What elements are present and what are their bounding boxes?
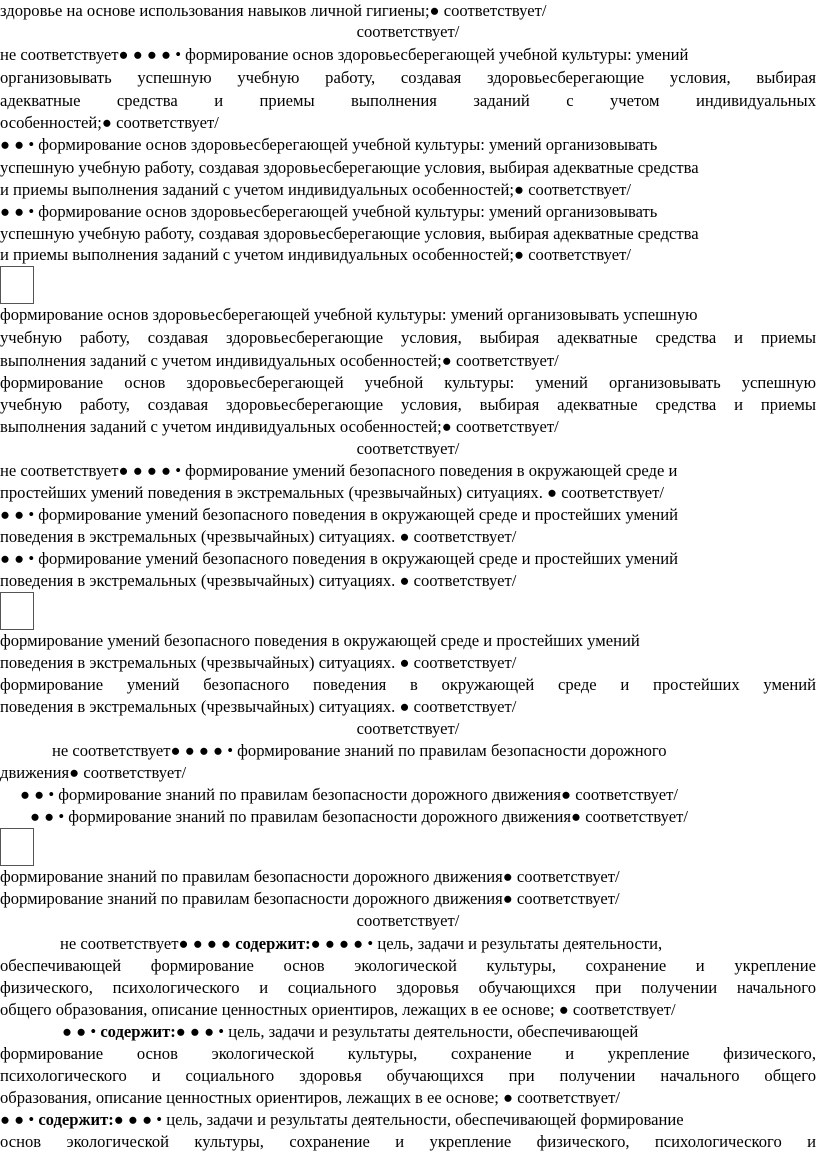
text-line: не соответствует● ● ● ● • формирование знаний по правилам безопасности дорожного [52,741,667,760]
text-line: психологического и социального здоровья обучающихся при получении начального общего [0,1066,816,1085]
text-line: выполнения заданий с учетом индивидуальных особенностей;● соответствует/ [0,351,559,370]
text-line: формирование знаний по правилам безопасности дорожного движения● соответствует/ [0,867,620,886]
text-line: поведения в экстремальных (чрезвычайных) ситуациях. ● соответствует/ [0,697,517,716]
empty-checkbox[interactable] [0,266,34,304]
bold-label: содержит: [235,934,311,953]
text-line: организовывать успешную учебную работу, создавая здоровьесберегающие условия, выбирая [0,68,816,87]
text-line: и приемы выполнения заданий с учетом индивидуальных особенностей;● соответствует/ [0,180,631,199]
text-line: успешную учебную работу, создавая здоровьесберегающие условия, выбирая адекватные средства [0,158,699,177]
text-line: ● ● • формирование основ здоровьесберегающей учебной культуры: умений организовывать [0,202,658,221]
text-line: общего образования, описание ценностных ориентиров, лежащих в ее основе; ● соответствует/ [0,1000,676,1019]
text-line: учебную работу, создавая здоровьесберегающие условия, выбирая адекватные средства и приемы [0,395,816,414]
text-line: поведения в экстремальных (чрезвычайных) ситуациях. ● соответствует/ [0,571,517,590]
text-line: здоровье на основе использования навыков личной гигиены;● соответствует/ [0,1,547,20]
text-line: формирование умений безопасного поведения в окружающей среде и простейших умений [0,675,816,694]
text-line: физического, психологического и социального здоровья обучающихся при получении начального [0,978,816,997]
text-line: формирование умений безопасного поведения в окружающей среде и простейших умений [0,631,640,650]
text-line: выполнения заданий с учетом индивидуальных особенностей;● соответствует/ [0,417,559,436]
text-line: ● ● • формирование умений безопасного поведения в окружающей среде и простейших умений [0,549,679,568]
text-line: ● ● • формирование знаний по правилам безопасности дорожного движения● соответствует/ [20,785,678,804]
text-fragment: ● ● • [62,1022,101,1041]
empty-checkbox[interactable] [0,592,34,630]
text-line: соответствует/ [356,911,460,930]
text-line: ● ● • формирование умений безопасного поведения в окружающей среде и простейших умений [0,505,679,524]
text-line: поведения в экстремальных (чрезвычайных) ситуациях. ● соответствует/ [0,527,517,546]
text-line: основ экологической культуры, сохранение и укрепление физического, психологического и [0,1132,816,1151]
text-line: образования, описание ценностных ориентиров, лежащих в ее основе; ● соответствует/ [0,1088,620,1107]
text-line [0,933,816,954]
text-line [0,1109,816,1130]
text-line: и приемы выполнения заданий с учетом индивидуальных особенностей;● соответствует/ [0,245,631,264]
text-line: соответствует/ [356,719,460,738]
text-line: ● ● • формирование знаний по правилам безопасности дорожного движения● соответствует/ [30,807,688,826]
text-fragment: ● ● ● ● • цель, задачи и результаты деятельности, [310,934,663,953]
text-line: поведения в экстремальных (чрезвычайных) ситуациях. ● соответствует/ [0,653,517,672]
text-line: особенностей;● соответствует/ [0,113,219,132]
text-line: формирование основ здоровьесберегающей учебной культуры: умений организовывать успешную [0,305,698,324]
bold-label: содержит: [38,1110,114,1129]
text-fragment: не соответствует● ● ● ● [60,934,236,953]
text-line: соответствует/ [356,22,460,41]
text-fragment: ● ● • [0,1110,39,1129]
bold-label: содержит: [100,1022,176,1041]
text-line: не соответствует● ● ● ● • формирование основ здоровьесберегающей учебной культуры: умений [0,45,689,64]
text-line: соответствует/ [356,439,460,458]
text-line: движения● соответствует/ [0,763,187,782]
text-line: простейших умений поведения в экстремальных (чрезвычайных) ситуациях. ● соответствует/ [0,483,664,502]
text-line: обеспечивающей формирование основ экологической культуры, сохранение и укрепление [0,956,816,975]
text-line: успешную учебную работу, создавая здоровьесберегающие условия, выбирая адекватные средства [0,224,699,243]
text-line [0,1021,816,1042]
text-line: ● ● • формирование основ здоровьесберегающей учебной культуры: умений организовывать [0,135,658,154]
text-line: формирование знаний по правилам безопасности дорожного движения● соответствует/ [0,889,620,908]
text-line: адекватные средства и приемы выполнения заданий с учетом индивидуальных [0,91,816,110]
text-line: не соответствует● ● ● ● • формирование умений безопасного поведения в окружающей среде и [0,461,678,480]
text-line: формирование основ здоровьесберегающей учебной культуры: умений организовывать успешную [0,373,816,392]
empty-checkbox[interactable] [0,828,34,866]
text-fragment: ● ● ● • цель, задачи и результаты деятельности, обеспечивающей [175,1022,639,1041]
text-line: формирование основ экологической культуры, сохранение и укрепление физического, [0,1044,816,1063]
text-fragment: ● ● ● • цель, задачи и результаты деятельности, обеспечивающей формирование [113,1110,684,1129]
text-line: учебную работу, создавая здоровьесберегающие условия, выбирая адекватные средства и приемы [0,328,816,347]
